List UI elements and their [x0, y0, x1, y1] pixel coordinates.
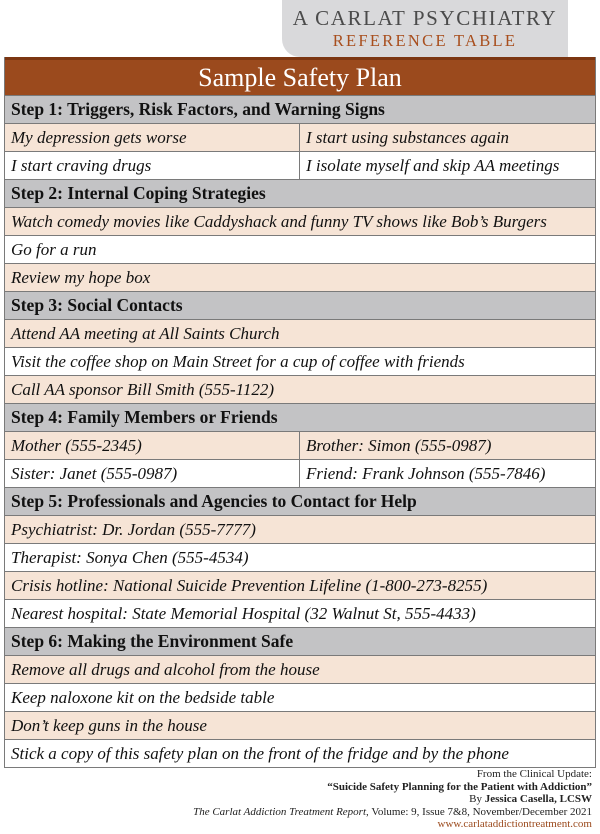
- table-row: [5, 123, 595, 151]
- reference-tab: [282, 0, 568, 57]
- table-cell: Watch comedy movies like Caddyshack and funny TV shows like Bob’s Burgers: [11, 212, 547, 231]
- table-row: [5, 431, 595, 459]
- footer-byline: [193, 793, 592, 806]
- table-row: [5, 515, 595, 543]
- table-cell: My depression gets worse: [5, 124, 300, 151]
- footer-issue: , Volume: 9, Issue 7&8, November/December 2021: [366, 805, 592, 818]
- table-cell: Stick a copy of this safety plan on the front of the fridge and by the phone: [11, 744, 509, 763]
- table-row: [5, 739, 595, 767]
- step-heading: Step 4: Family Members or Friends: [5, 403, 595, 431]
- footer-author: Jessica Casella, LCSW: [484, 793, 592, 805]
- safety-plan-table: [4, 57, 596, 768]
- step-heading: Step 1: Triggers, Risk Factors, and Warning Signs: [5, 95, 595, 123]
- table-row: [5, 375, 595, 403]
- table-cell: Remove all drugs and alcohol from the house: [11, 660, 320, 679]
- step-heading: Step 5: Professionals and Agencies to Contact for Help: [5, 487, 595, 515]
- table-row: [5, 711, 595, 739]
- table-cell: Therapist: Sonya Chen (555-4534): [11, 548, 249, 567]
- citation-footer: [193, 768, 592, 831]
- table-cell: Friend: Frank Johnson (555-7846): [306, 464, 546, 483]
- table-cell: Don’t keep guns in the house: [11, 716, 207, 735]
- series-name: A CARLAT PSYCHIATRY: [292, 6, 558, 30]
- table-row: [5, 683, 595, 711]
- step-heading: Step 3: Social Contacts: [5, 291, 595, 319]
- table-row: [5, 151, 595, 179]
- table-cell: Visit the coffee shop on Main Street for a cup of coffee with friends: [11, 352, 465, 371]
- table-row: [5, 599, 595, 627]
- footer-publication: [193, 806, 592, 819]
- series-subtitle: REFERENCE TABLE: [332, 31, 518, 50]
- table-cell: I isolate myself and skip AA meetings: [306, 156, 560, 175]
- table-row: [5, 543, 595, 571]
- table-title: Sample Safety Plan: [5, 57, 595, 95]
- table-cell: Keep naloxone kit on the bedside table: [11, 688, 275, 707]
- table-row: [5, 207, 595, 235]
- step-heading: Step 6: Making the Environment Safe: [5, 627, 595, 655]
- table-row: [5, 319, 595, 347]
- table-cell: Nearest hospital: State Memorial Hospital (32 Walnut St, 555-4433): [11, 604, 476, 623]
- table-row: [5, 571, 595, 599]
- footer-website-link[interactable]: www.carlataddictiontreatment.com: [437, 818, 592, 830]
- table-cell: Review my hope box: [11, 268, 151, 287]
- table-row: [5, 347, 595, 375]
- step-heading: Step 2: Internal Coping Strategies: [5, 179, 595, 207]
- table-row: [5, 459, 595, 487]
- table-cell: Crisis hotline: National Suicide Prevention Lifeline (1-800-273-8255): [11, 576, 488, 595]
- table-cell: Mother (555-2345): [5, 432, 300, 459]
- footer-by: By: [469, 793, 485, 805]
- table-row: [5, 235, 595, 263]
- table-cell: I start using substances again: [306, 128, 510, 147]
- table-row: [5, 655, 595, 683]
- table-cell: Attend AA meeting at All Saints Church: [11, 324, 280, 343]
- footer-source-label: From the Clinical Update:: [476, 768, 592, 780]
- table-cell: Psychiatrist: Dr. Jordan (555-7777): [11, 520, 256, 539]
- table-cell: Call AA sponsor Bill Smith (555-1122): [11, 380, 275, 399]
- footer-journal: The Carlat Addiction Treatment Report: [193, 805, 367, 818]
- table-cell: Brother: Simon (555-0987): [306, 436, 492, 455]
- table-cell: I start craving drugs: [5, 152, 300, 179]
- table-cell: Sister: Janet (555-0987): [5, 460, 300, 487]
- table-row: [5, 263, 595, 291]
- table-cell: Go for a run: [11, 240, 97, 259]
- footer-article-title: “Suicide Safety Planning for the Patient with Addiction”: [327, 780, 592, 793]
